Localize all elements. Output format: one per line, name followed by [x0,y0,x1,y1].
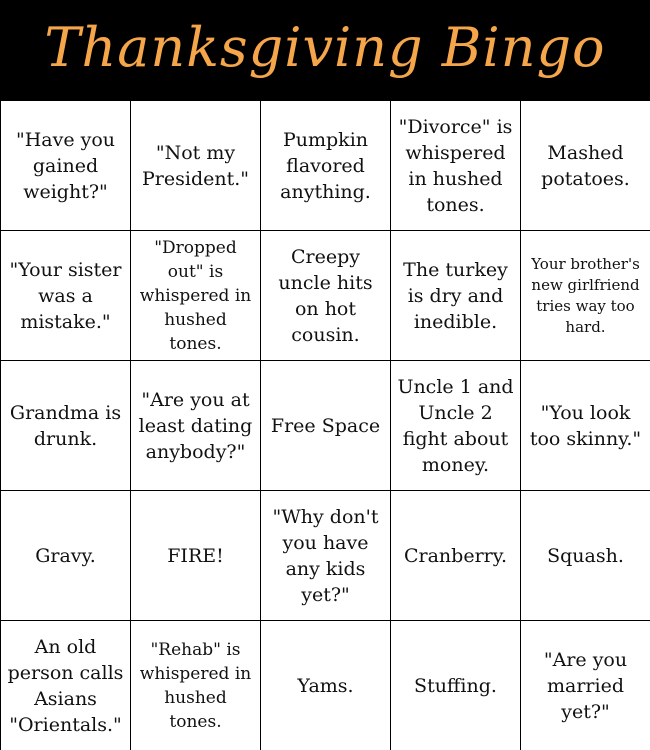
bingo-cell-19[interactable]: Cranberry. [391,491,521,621]
bingo-cell-15[interactable]: "You look too skinny." [521,361,650,491]
bingo-cell-24[interactable]: Stuffing. [391,621,521,750]
bingo-cell-22[interactable]: "Rehab" is whispered in hushed tones. [131,621,261,750]
bingo-cell-12[interactable]: "Are you at least dating anybody?" [131,361,261,491]
bingo-cell-17[interactable]: FIRE! [131,491,261,621]
page-title: Thanksgiving Bingo [44,15,606,79]
bingo-cell-1[interactable]: "Have you gained weight?" [1,101,131,231]
bingo-cell-9[interactable]: The turkey is dry and inedible. [391,231,521,361]
bingo-cell-21[interactable]: An old person calls Asians "Orientals." [1,621,131,750]
bingo-cell-free-space[interactable]: Free Space [261,361,391,491]
bingo-cell-20[interactable]: Squash. [521,491,650,621]
bingo-cell-18[interactable]: "Why don't you have any kids yet?" [261,491,391,621]
bingo-cell-6[interactable]: "Your sister was a mistake." [1,231,131,361]
bingo-cell-16[interactable]: Gravy. [1,491,131,621]
bingo-cell-23[interactable]: Yams. [261,621,391,750]
bingo-cell-3[interactable]: Pumpkin flavored anything. [261,101,391,231]
bingo-grid [0,100,650,750]
bingo-cell-10[interactable]: Your brother's new girlfriend tries way too hard. [521,231,650,361]
bingo-cell-7[interactable]: "Dropped out" is whispered in hushed tones. [131,231,261,361]
bingo-cell-11[interactable]: Grandma is drunk. [1,361,131,491]
header-banner [0,0,650,100]
bingo-cell-2[interactable]: "Not my President." [131,101,261,231]
bingo-cell-8[interactable]: Creepy uncle hits on hot cousin. [261,231,391,361]
bingo-cell-14[interactable]: Uncle 1 and Uncle 2 fight about money. [391,361,521,491]
bingo-cell-4[interactable]: "Divorce" is whispered in hushed tones. [391,101,521,231]
bingo-cell-5[interactable]: Mashed potatoes. [521,101,650,231]
bingo-cell-25[interactable]: "Are you married yet?" [521,621,650,750]
